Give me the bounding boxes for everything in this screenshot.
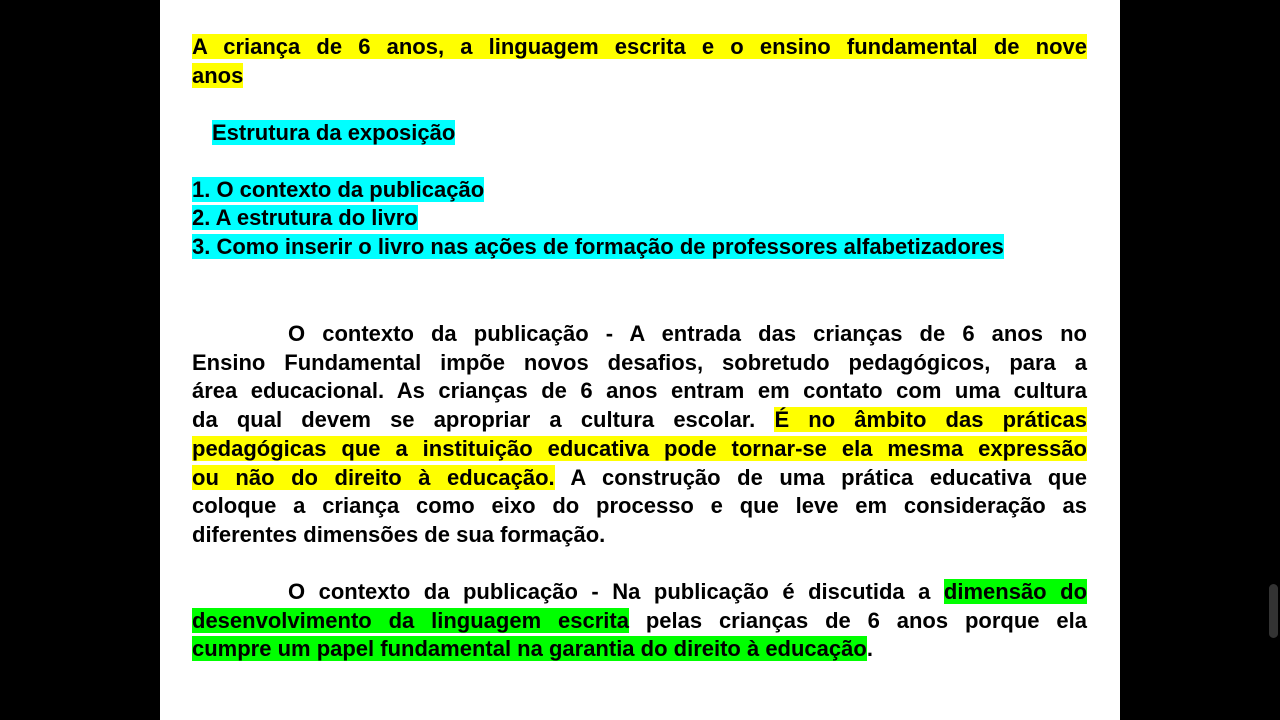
outline-item-3	[192, 233, 1087, 261]
text-line	[192, 349, 1087, 377]
highlighted-text: É no âmbito das práticas	[774, 407, 1088, 433]
text-segment: O contexto da publicação - A entrada das crianças de 6 anos no	[288, 321, 1087, 346]
text-line	[192, 377, 1087, 405]
highlighted-text: desenvolvimento da linguagem escrita	[192, 607, 629, 633]
text-line	[192, 62, 1087, 90]
text-segment: diferentes dimensões de sua formação.	[192, 521, 606, 547]
text-segment: coloque a criança como eixo do processo e que leve em consideração as	[192, 493, 1087, 519]
text-line	[192, 464, 1087, 492]
outline-item-text: 2. A estrutura do livro	[192, 205, 418, 230]
text-line	[192, 33, 1087, 61]
outline-item-1	[192, 176, 1087, 204]
text-segment: da qual devem se apropriar a cultura escolar.	[192, 407, 775, 433]
highlighted-text: pedagógicas que a instituição educativa pode tornar-se ela mesma expressão	[192, 435, 1087, 461]
text-segment: O contexto da publicação - Na publicação é discutida a	[288, 579, 944, 604]
text-line	[192, 521, 1087, 549]
text-segment: pelas crianças de 6 anos porque ela	[628, 607, 1087, 633]
structure-heading	[212, 119, 1107, 147]
text-line	[192, 492, 1087, 520]
text-segment: .	[866, 636, 873, 662]
highlighted-text: dimensão do	[943, 579, 1088, 604]
text-line	[192, 607, 1087, 635]
scrollbar-thumb[interactable]	[1269, 584, 1278, 638]
outline-item-text: 3. Como inserir o livro nas ações de formação de professores alfabetizadores	[192, 234, 1004, 259]
text-segment: A construção de uma prática educativa que	[554, 464, 1087, 490]
highlighted-text: cumpre um papel fundamental na garantia do direito à educação	[192, 636, 867, 662]
text-segment: Ensino Fundamental impõe novos desafios, sobretudo pedagógicos, para a	[192, 349, 1087, 375]
outline-item-text: 1. O contexto da publicação	[192, 177, 485, 202]
text-segment: área educacional. As crianças de 6 anos entram em contato com uma cultura	[192, 378, 1087, 404]
highlighted-text: anos	[192, 62, 244, 88]
document-page	[160, 0, 1120, 720]
structure-heading-text: Estrutura da exposição	[212, 120, 456, 145]
text-line	[192, 320, 1087, 348]
outline-item-2	[192, 204, 1087, 232]
highlighted-text: ou não do direito à educação.	[192, 464, 555, 490]
text-line	[192, 435, 1087, 463]
text-line	[192, 578, 1087, 606]
highlighted-text: A criança de 6 anos, a linguagem escrita e o ensino fundamental de nove	[192, 34, 1087, 59]
text-line	[192, 635, 1087, 663]
text-line	[192, 406, 1087, 434]
